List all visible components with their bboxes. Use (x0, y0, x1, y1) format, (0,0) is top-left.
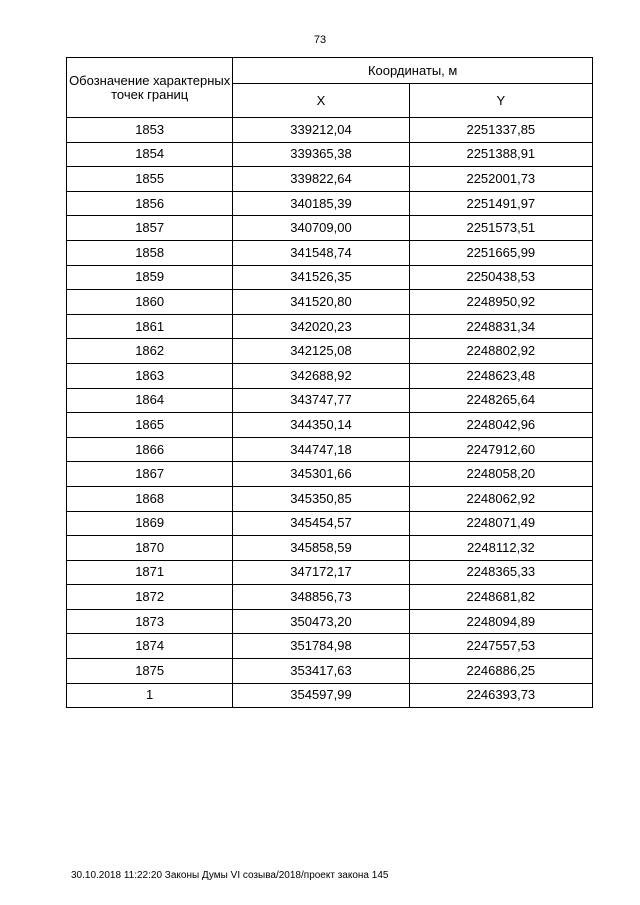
table-body (67, 118, 593, 708)
cell-y: 2250438,53 (409, 265, 592, 290)
cell-point: 1861 (67, 314, 233, 339)
cell-y: 2248112,32 (409, 536, 592, 561)
table-row (67, 634, 593, 659)
cell-point: 1854 (67, 142, 233, 167)
cell-y: 2248042,96 (409, 413, 592, 438)
cell-x: 342125,08 (233, 339, 409, 364)
table-row (67, 314, 593, 339)
cell-y: 2247912,60 (409, 437, 592, 462)
table-row (67, 388, 593, 413)
page-number: 73 (313, 34, 327, 46)
cell-x: 339212,04 (233, 118, 409, 143)
cell-y: 2251337,85 (409, 118, 592, 143)
cell-point: 1862 (67, 339, 233, 364)
cell-y: 2248831,34 (409, 314, 592, 339)
cell-y: 2251491,97 (409, 191, 592, 216)
table-row (67, 363, 593, 388)
cell-x: 343747,77 (233, 388, 409, 413)
table-row (67, 536, 593, 561)
cell-point: 1868 (67, 486, 233, 511)
cell-point: 1873 (67, 609, 233, 634)
cell-point: 1859 (67, 265, 233, 290)
cell-y: 2248062,92 (409, 486, 592, 511)
cell-x: 340185,39 (233, 191, 409, 216)
table-row (67, 339, 593, 364)
header-point-designation: Обозначение характерных точек границ (67, 58, 233, 118)
cell-point: 1872 (67, 585, 233, 610)
cell-point: 1874 (67, 634, 233, 659)
header-x: X (233, 84, 409, 118)
cell-point: 1855 (67, 167, 233, 192)
table-row (67, 413, 593, 438)
table-row (67, 265, 593, 290)
cell-point: 1863 (67, 363, 233, 388)
cell-point: 1864 (67, 388, 233, 413)
table-row (67, 290, 593, 315)
table-row (67, 585, 593, 610)
cell-x: 339822,64 (233, 167, 409, 192)
table-row (67, 191, 593, 216)
cell-point: 1866 (67, 437, 233, 462)
cell-x: 339365,38 (233, 142, 409, 167)
cell-x: 345301,66 (233, 462, 409, 487)
coordinates-table (66, 57, 593, 708)
cell-y: 2252001,73 (409, 167, 592, 192)
cell-y: 2248071,49 (409, 511, 592, 536)
cell-x: 342688,92 (233, 363, 409, 388)
cell-point: 1860 (67, 290, 233, 315)
cell-x: 345454,57 (233, 511, 409, 536)
table-row (67, 609, 593, 634)
cell-y: 2248365,33 (409, 560, 592, 585)
cell-x: 341548,74 (233, 240, 409, 265)
header-y: Y (409, 84, 592, 118)
table-row (67, 240, 593, 265)
table-row (67, 118, 593, 143)
cell-point: 1857 (67, 216, 233, 241)
cell-x: 344747,18 (233, 437, 409, 462)
cell-point: 1 (67, 683, 233, 708)
cell-point: 1858 (67, 240, 233, 265)
cell-x: 347172,17 (233, 560, 409, 585)
table-row (67, 437, 593, 462)
cell-point: 1875 (67, 659, 233, 684)
cell-x: 353417,63 (233, 659, 409, 684)
cell-x: 344350,14 (233, 413, 409, 438)
header-coordinates: Координаты, м (233, 58, 593, 84)
cell-y: 2247557,53 (409, 634, 592, 659)
table-row (67, 486, 593, 511)
table-row (67, 683, 593, 708)
cell-y: 2248950,92 (409, 290, 592, 315)
table-row (67, 560, 593, 585)
cell-x: 341526,35 (233, 265, 409, 290)
cell-y: 2251665,99 (409, 240, 592, 265)
cell-x: 341520,80 (233, 290, 409, 315)
cell-x: 354597,99 (233, 683, 409, 708)
cell-x: 342020,23 (233, 314, 409, 339)
cell-x: 340709,00 (233, 216, 409, 241)
cell-y: 2248623,48 (409, 363, 592, 388)
cell-point: 1865 (67, 413, 233, 438)
cell-point: 1870 (67, 536, 233, 561)
cell-x: 345350,85 (233, 486, 409, 511)
cell-point: 1853 (67, 118, 233, 143)
cell-y: 2248058,20 (409, 462, 592, 487)
cell-point: 1869 (67, 511, 233, 536)
cell-y: 2246886,25 (409, 659, 592, 684)
cell-point: 1867 (67, 462, 233, 487)
cell-y: 2248094,89 (409, 609, 592, 634)
cell-point: 1871 (67, 560, 233, 585)
cell-y: 2248802,92 (409, 339, 592, 364)
cell-y: 2246393,73 (409, 683, 592, 708)
cell-x: 345858,59 (233, 536, 409, 561)
footer-text: 30.10.2018 11:22:20 Законы Думы VI созыва/2018/проект закона 145 (71, 870, 389, 881)
cell-y: 2248681,82 (409, 585, 592, 610)
table-row (67, 216, 593, 241)
cell-y: 2251573,51 (409, 216, 592, 241)
table-row (67, 659, 593, 684)
table-row (67, 462, 593, 487)
table-row (67, 511, 593, 536)
table-row (67, 142, 593, 167)
cell-y: 2248265,64 (409, 388, 592, 413)
cell-x: 348856,73 (233, 585, 409, 610)
cell-x: 350473,20 (233, 609, 409, 634)
table-row (67, 167, 593, 192)
cell-y: 2251388,91 (409, 142, 592, 167)
cell-point: 1856 (67, 191, 233, 216)
cell-x: 351784,98 (233, 634, 409, 659)
